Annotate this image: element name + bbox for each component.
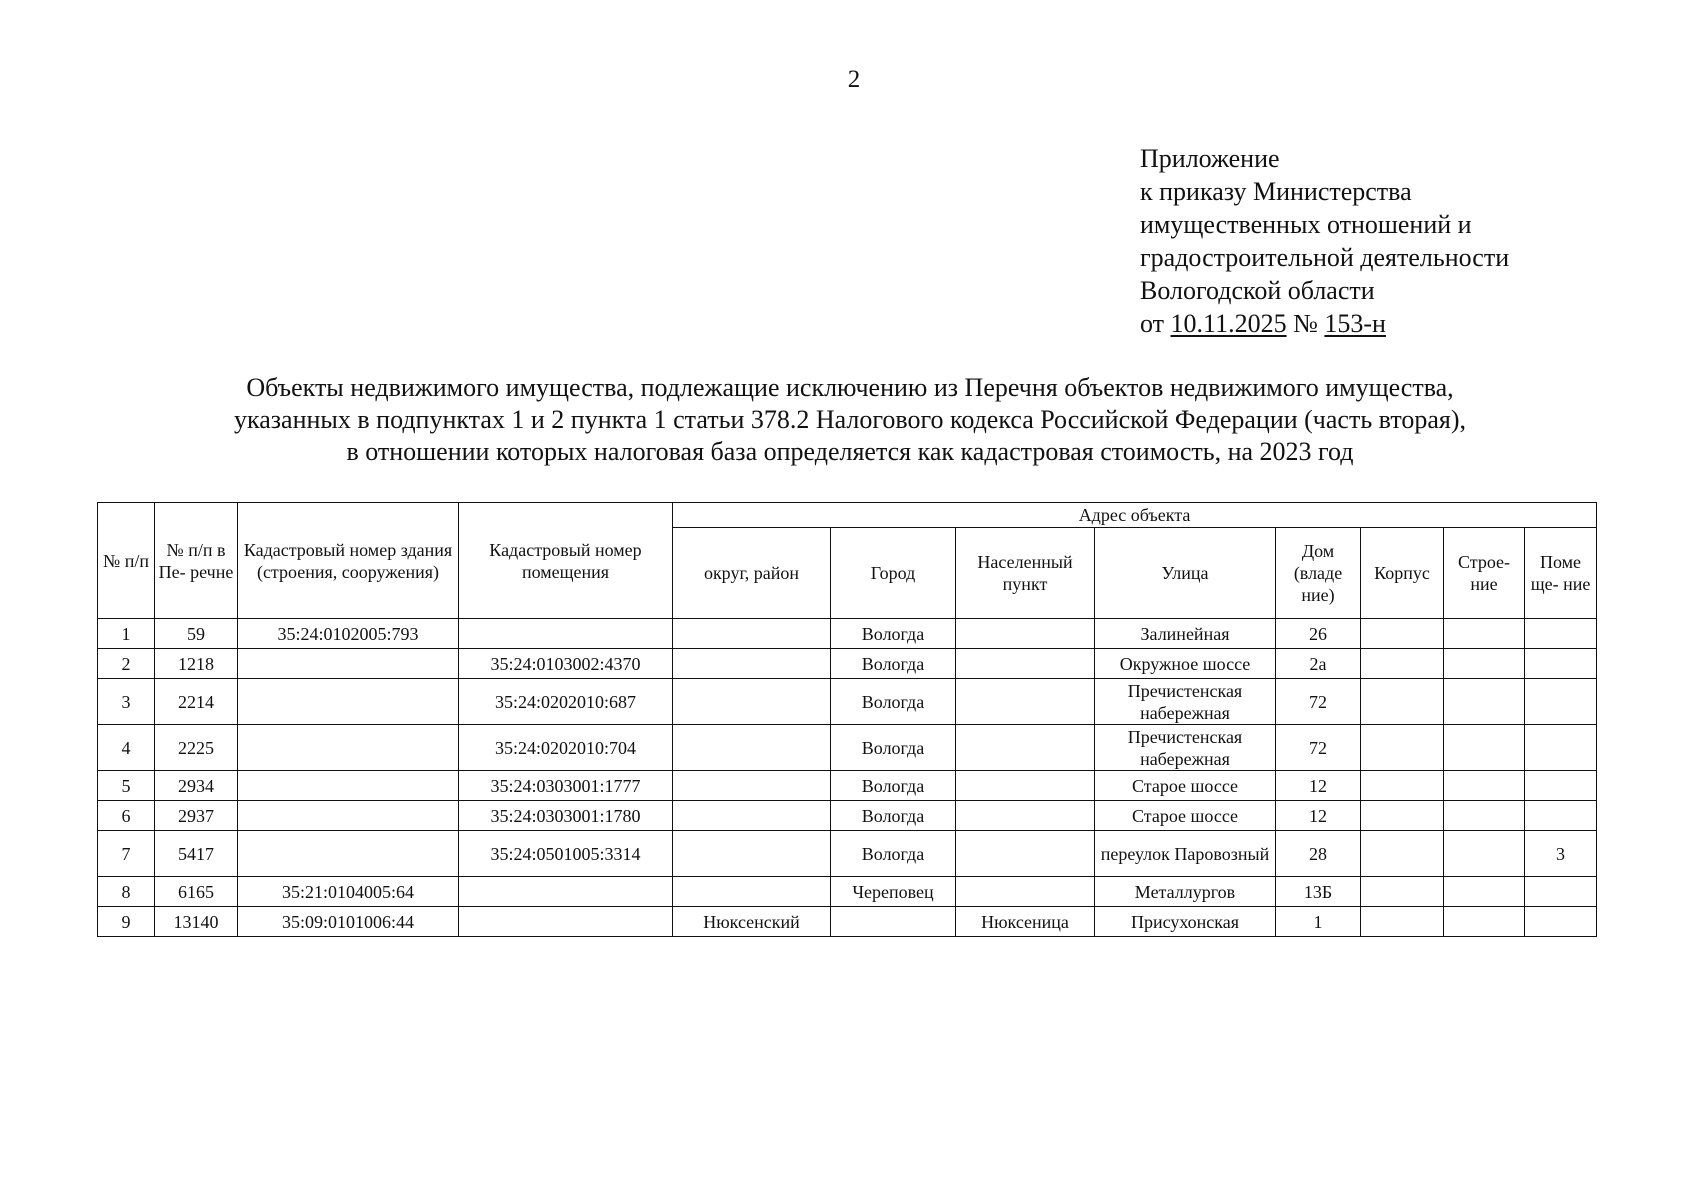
header-house: Дом (владе ние) (1276, 528, 1361, 619)
cell-num: 5 (98, 771, 155, 801)
cell-pomeshchenie (1525, 619, 1597, 649)
cell-stroenie (1444, 649, 1525, 679)
cell-premises-cadastral: 35:24:0303001:1777 (459, 771, 673, 801)
cell-pomeshchenie: 3 (1525, 831, 1597, 877)
cell-stroenie (1444, 619, 1525, 649)
cell-building-cadastral (238, 831, 459, 877)
cell-street: Пречистенская набережная (1095, 679, 1276, 725)
table-row (98, 801, 1597, 831)
cell-stroenie (1444, 771, 1525, 801)
appendix-line: к приказу Министерства (1140, 177, 1412, 206)
cell-stroenie (1444, 725, 1525, 771)
title-line: указанных в подпунктах 1 и 2 пункта 1 статьи 378.2 Налогового кодекса Российской Федерации (часть вторая), (234, 405, 1466, 434)
cell-pomeshchenie (1525, 907, 1597, 937)
cell-street: Залинейная (1095, 619, 1276, 649)
cell-premises-cadastral: 35:24:0501005:3314 (459, 831, 673, 877)
cell-building-cadastral: 35:24:0102005:793 (238, 619, 459, 649)
cell-settlement (956, 649, 1095, 679)
appendix-date-line (1140, 307, 1509, 340)
header-city: Город (831, 528, 956, 619)
header-district: округ, район (673, 528, 831, 619)
appendix-line: имущественных отношений и (1140, 210, 1472, 239)
objects-table (97, 502, 1597, 937)
document-title (80, 372, 1620, 468)
cell-list-num: 2214 (155, 679, 238, 725)
cell-settlement: Нюксеница (956, 907, 1095, 937)
cell-korpus (1361, 725, 1444, 771)
cell-pomeshchenie (1525, 679, 1597, 725)
cell-settlement (956, 619, 1095, 649)
cell-list-num: 5417 (155, 831, 238, 877)
cell-num: 7 (98, 831, 155, 877)
cell-street: Старое шоссе (1095, 771, 1276, 801)
cell-building-cadastral (238, 649, 459, 679)
cell-pomeshchenie (1525, 771, 1597, 801)
cell-house: 26 (1276, 619, 1361, 649)
cell-num: 9 (98, 907, 155, 937)
cell-house: 28 (1276, 831, 1361, 877)
cell-district: Нюксенский (673, 907, 831, 937)
title-line: в отношении которых налоговая база определяется как кадастровая стоимость, на 2023 год (346, 437, 1354, 466)
cell-district (673, 771, 831, 801)
cell-building-cadastral (238, 725, 459, 771)
cell-city: Вологда (831, 649, 956, 679)
cell-num: 3 (98, 679, 155, 725)
title-line: Объекты недвижимого имущества, подлежащие исключению из Перечня объектов недвижимого имущества, (246, 373, 1454, 402)
cell-house: 13Б (1276, 877, 1361, 907)
cell-city: Вологда (831, 771, 956, 801)
cell-korpus (1361, 831, 1444, 877)
cell-list-num: 2937 (155, 801, 238, 831)
cell-street: Старое шоссе (1095, 801, 1276, 831)
cell-premises-cadastral: 35:24:0103002:4370 (459, 649, 673, 679)
cell-premises-cadastral (459, 907, 673, 937)
cell-stroenie (1444, 831, 1525, 877)
header-address-group: Адрес объекта (673, 503, 1597, 528)
cell-district (673, 679, 831, 725)
cell-korpus (1361, 679, 1444, 725)
cell-list-num: 2934 (155, 771, 238, 801)
cell-street: Металлургов (1095, 877, 1276, 907)
cell-premises-cadastral: 35:24:0303001:1780 (459, 801, 673, 831)
cell-settlement (956, 831, 1095, 877)
cell-street: переулок Паровозный (1095, 831, 1276, 877)
cell-list-num: 59 (155, 619, 238, 649)
cell-house: 72 (1276, 679, 1361, 725)
cell-city: Вологда (831, 801, 956, 831)
header-building-cadastral: Кадастровый номер здания (строения, сооружения) (238, 503, 459, 619)
cell-building-cadastral (238, 679, 459, 725)
table-row (98, 619, 1597, 649)
cell-korpus (1361, 649, 1444, 679)
cell-list-num: 1218 (155, 649, 238, 679)
cell-house: 2а (1276, 649, 1361, 679)
appendix-block (1140, 142, 1509, 340)
appendix-line: Вологодской области (1140, 276, 1375, 305)
cell-settlement (956, 725, 1095, 771)
cell-district (673, 725, 831, 771)
cell-building-cadastral (238, 771, 459, 801)
cell-settlement (956, 801, 1095, 831)
cell-korpus (1361, 907, 1444, 937)
cell-city: Череповец (831, 877, 956, 907)
table-row (98, 679, 1597, 725)
cell-building-cadastral (238, 801, 459, 831)
header-pomeshchenie: Поме ще- ние (1525, 528, 1597, 619)
cell-premises-cadastral: 35:24:0202010:704 (459, 725, 673, 771)
cell-settlement (956, 877, 1095, 907)
header-stroenie: Строе- ние (1444, 528, 1525, 619)
table-row (98, 649, 1597, 679)
cell-pomeshchenie (1525, 649, 1597, 679)
cell-pomeshchenie (1525, 801, 1597, 831)
cell-num: 6 (98, 801, 155, 831)
date-prefix: от (1140, 309, 1165, 338)
cell-stroenie (1444, 679, 1525, 725)
cell-city: Вологда (831, 679, 956, 725)
cell-city: Вологда (831, 831, 956, 877)
cell-num: 4 (98, 725, 155, 771)
table-row (98, 877, 1597, 907)
header-row (98, 503, 1597, 528)
header-num: № п/п (98, 503, 155, 619)
cell-building-cadastral: 35:21:0104005:64 (238, 877, 459, 907)
header-korpus: Корпус (1361, 528, 1444, 619)
cell-settlement (956, 771, 1095, 801)
cell-list-num: 6165 (155, 877, 238, 907)
cell-house: 1 (1276, 907, 1361, 937)
table-row (98, 907, 1597, 937)
page-number: 2 (847, 66, 861, 93)
cell-num: 2 (98, 649, 155, 679)
cell-settlement (956, 679, 1095, 725)
appendix-line: Приложение (1140, 144, 1280, 173)
cell-korpus (1361, 877, 1444, 907)
appendix-line: градостроительной деятельности (1140, 243, 1510, 272)
header-list-num: № п/п в Пе- речне (155, 503, 238, 619)
number-sign: № (1293, 309, 1318, 338)
order-date: 10.11.2025 (1170, 309, 1287, 338)
cell-district (673, 619, 831, 649)
cell-street: Окружное шоссе (1095, 649, 1276, 679)
cell-district (673, 877, 831, 907)
cell-korpus (1361, 771, 1444, 801)
table-row (98, 831, 1597, 877)
cell-building-cadastral: 35:09:0101006:44 (238, 907, 459, 937)
cell-premises-cadastral (459, 877, 673, 907)
cell-street: Пречистенская набережная (1095, 725, 1276, 771)
cell-korpus (1361, 801, 1444, 831)
cell-city: Вологда (831, 619, 956, 649)
cell-list-num: 2225 (155, 725, 238, 771)
cell-city: Вологда (831, 725, 956, 771)
cell-city (831, 907, 956, 937)
header-premises-cadastral: Кадастровый номер помещения (459, 503, 673, 619)
cell-stroenie (1444, 907, 1525, 937)
table-row (98, 725, 1597, 771)
table-row (98, 771, 1597, 801)
cell-num: 1 (98, 619, 155, 649)
cell-street: Присухонская (1095, 907, 1276, 937)
cell-pomeshchenie (1525, 725, 1597, 771)
cell-house: 72 (1276, 725, 1361, 771)
cell-premises-cadastral (459, 619, 673, 649)
cell-stroenie (1444, 877, 1525, 907)
cell-stroenie (1444, 801, 1525, 831)
header-settlement: Населенный пункт (956, 528, 1095, 619)
cell-district (673, 831, 831, 877)
cell-house: 12 (1276, 801, 1361, 831)
order-number: 153-н (1324, 309, 1386, 338)
cell-district (673, 801, 831, 831)
cell-korpus (1361, 619, 1444, 649)
cell-house: 12 (1276, 771, 1361, 801)
cell-num: 8 (98, 877, 155, 907)
cell-district (673, 649, 831, 679)
header-street: Улица (1095, 528, 1276, 619)
cell-list-num: 13140 (155, 907, 238, 937)
cell-premises-cadastral: 35:24:0202010:687 (459, 679, 673, 725)
cell-pomeshchenie (1525, 877, 1597, 907)
